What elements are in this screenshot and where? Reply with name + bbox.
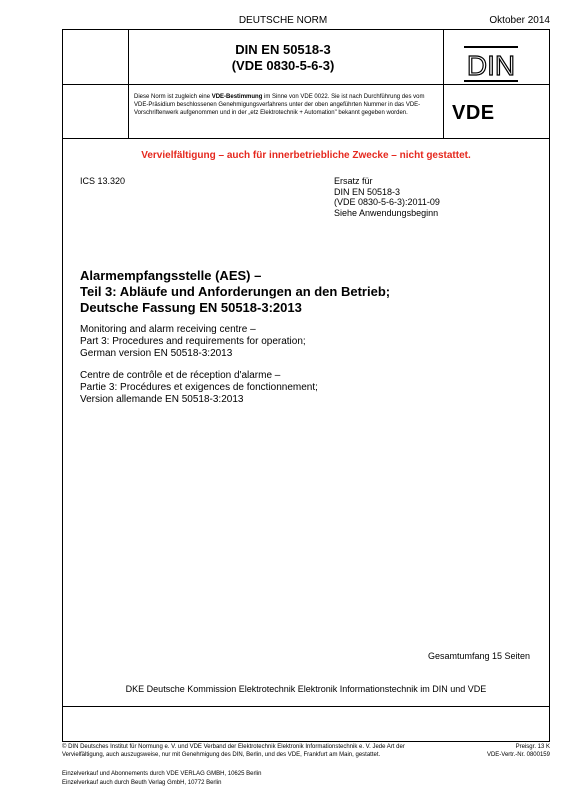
copyright-notice: © DIN Deutsches Institut für Normung e. V. und VDE Verband der Elektrotechnik Elektronik Informationstechnik e. V. Jede Art der Vervielfältigung, auch auszugsweise, nur mit Genehmigung des DIN, Berlin, und des VDE, Frankfurt am Main, gestattet. xyxy=(62,744,405,758)
divider xyxy=(443,30,444,138)
document-type-label: DEUTSCHE NORM xyxy=(238,15,328,26)
title-english: Monitoring and alarm receiving centre – Part 3: Procedures and requirements for operation; German version EN 50518-3:2013 xyxy=(80,324,306,359)
ics-code: ICS 13.320 xyxy=(80,176,126,186)
dke-line: DKE Deutsche Kommission Elektrotechnik Elektronik Informationstechnik im DIN und VDE xyxy=(125,684,487,694)
replacement-info: Ersatz für DIN EN 50518-3 (VDE 0830-5-6-3):2011-09 Siehe Anwendungsbeginn xyxy=(334,176,440,218)
vde-note-bold: VDE-Bestimmung xyxy=(211,94,263,100)
title-french: Centre de contrôle et de réception d'alarme – Partie 3: Procédures et exigences de fonctionnement; Version allemande EN 50518-3:2013 xyxy=(80,370,318,405)
divider xyxy=(63,138,549,139)
standard-number xyxy=(128,42,438,74)
copy-warning: Vervielfältigung – auch für innerbetriebliche Zwecke – nicht gestattet. xyxy=(141,150,471,161)
vde-note: Diese Norm ist zugleich eine VDE-Bestimmung im Sinne von VDE 0022. Sie ist nach Durchführung des vom VDE-Präsidium beschlossenen Genehmigungsverfahrens unter der oben angeführten Nummer in das VDE-Vorschriftenwerk aufgenommen und in der „etz Elektrotechnik + Automation" bekannt gegeben worden. xyxy=(134,94,425,116)
vde-classification: (VDE 0830-5-6-3) xyxy=(231,58,335,73)
din-logo xyxy=(458,44,524,84)
din-logo-text: DIN xyxy=(466,50,516,81)
publication-date: Oktober 2014 xyxy=(489,15,550,26)
total-pages: Gesamtumfang 15 Seiten xyxy=(427,651,530,661)
divider xyxy=(63,84,549,85)
standard-id: DIN EN 50518-3 xyxy=(235,42,331,57)
title-german: Alarmempfangsstelle (AES) – Teil 3: Abläufe und Anforderungen an den Betrieb; Deutsche Fassung EN 50518-3:2013 xyxy=(80,268,391,315)
price-info: Preisgr. 13 K VDE-Vertr.-Nr. 0800159 xyxy=(486,744,550,758)
din-logo-icon xyxy=(458,44,524,84)
divider xyxy=(63,706,549,707)
sales-info: Einzelverkauf und Abonnements durch VDE VERLAG GMBH, 10625 Berlin Einzelverkauf auch durch Beuth Verlag GmbH, 10772 Berlin xyxy=(62,771,262,786)
vde-logo: VDE xyxy=(452,102,495,124)
